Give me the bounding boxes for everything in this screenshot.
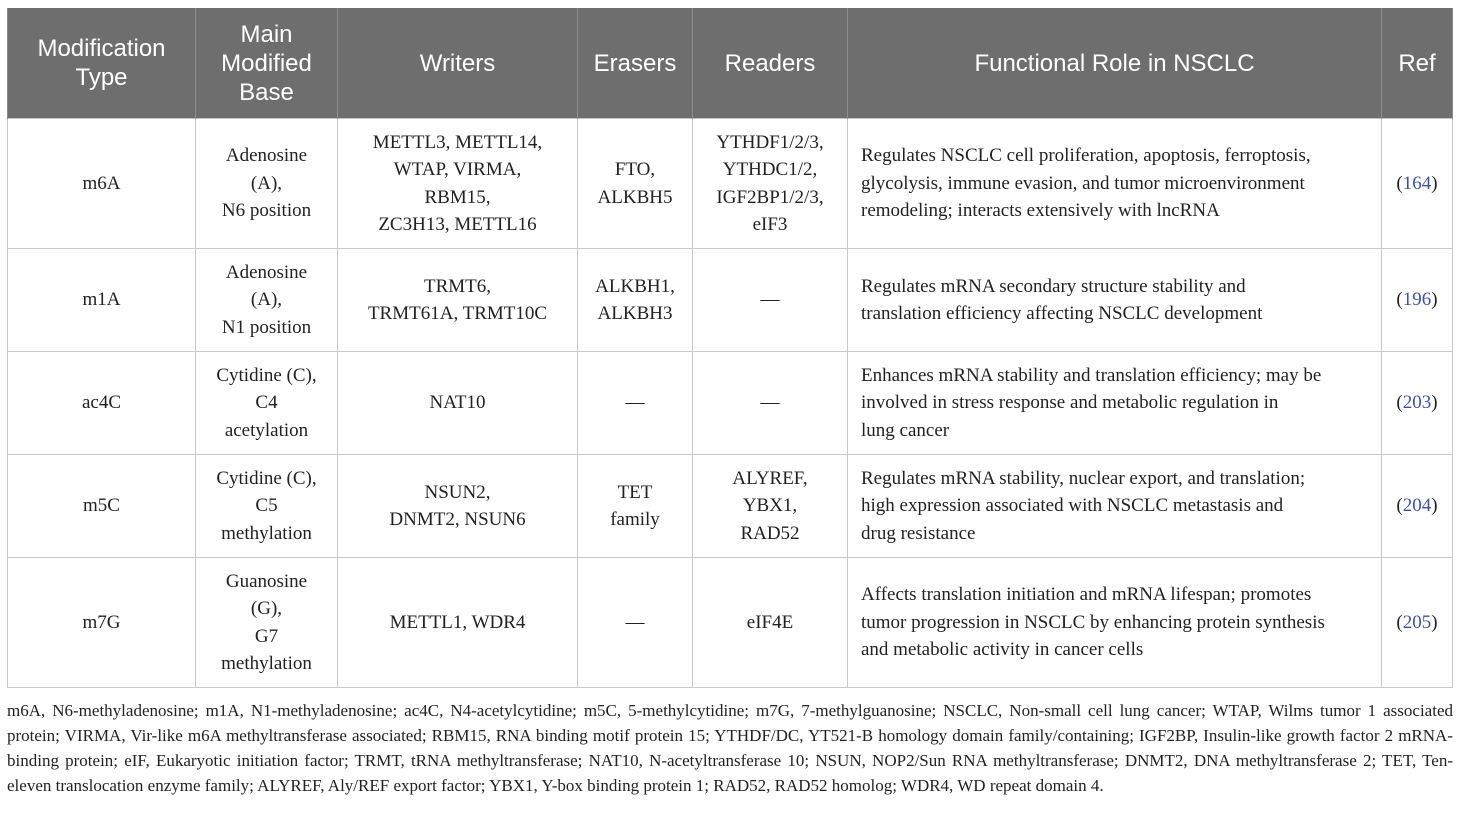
cell-readers: — [693, 249, 848, 352]
cell-main-base: Cytidine (C), C5 methylation [196, 455, 338, 558]
cell-erasers: FTO, ALKBH5 [578, 119, 693, 249]
table-row [8, 352, 1453, 455]
header-main-modified-base: Main Modified Base [196, 8, 338, 119]
modification-table-container [7, 8, 1452, 688]
cell-readers: eIF4E [693, 558, 848, 688]
cell-modification-type: m7G [8, 558, 196, 688]
table-header-row [8, 8, 1453, 119]
cell-functional-role: Regulates mRNA stability, nuclear export, and translation; high expression associated with NSCLC metastasis and drug resistance [848, 455, 1382, 558]
cell-main-base: Adenosine (A), N1 position [196, 249, 338, 352]
cell-writers: NAT10 [338, 352, 578, 455]
cell-readers: YTHDF1/2/3, YTHDC1/2, IGF2BP1/2/3, eIF3 [693, 119, 848, 249]
cell-writers: METTL1, WDR4 [338, 558, 578, 688]
cell-writers: NSUN2, DNMT2, NSUN6 [338, 455, 578, 558]
header-readers: Readers [693, 8, 848, 119]
ref-link[interactable]: 203 [1402, 392, 1432, 414]
ref-link[interactable]: 164 [1402, 172, 1432, 194]
cell-main-base: Adenosine (A), N6 position [196, 119, 338, 249]
cell-functional-role: Enhances mRNA stability and translation efficiency; may be involved in stress response and metabolic regulation in lung cancer [848, 352, 1382, 455]
cell-ref: (164) [1382, 119, 1453, 249]
header-erasers: Erasers [578, 8, 693, 119]
cell-writers: METTL3, METTL14, WTAP, VIRMA, RBM15, ZC3H13, METTL16 [338, 119, 578, 249]
header-writers: Writers [338, 8, 578, 119]
header-functional-role: Functional Role in NSCLC [848, 8, 1382, 119]
cell-erasers: — [578, 352, 693, 455]
table-row [8, 558, 1453, 688]
cell-modification-type: ac4C [8, 352, 196, 455]
cell-ref: (196) [1382, 249, 1453, 352]
cell-ref: (204) [1382, 455, 1453, 558]
header-modification-type: Modification Type [8, 8, 196, 119]
cell-writers: TRMT6, TRMT61A, TRMT10C [338, 249, 578, 352]
modification-table [7, 8, 1453, 688]
cell-main-base: Guanosine (G), G7 methylation [196, 558, 338, 688]
cell-functional-role: Regulates mRNA secondary structure stability and translation efficiency affecting NSCLC development [848, 249, 1382, 352]
table-footnote: m6A, N6-methyladenosine; m1A, N1-methyladenosine; ac4C, N4-acetylcytidine; m5C, 5-methylcytidine; m7G, 7-methylguanosine; NSCLC, Non-small cell lung cancer; WTAP, Wilms tumor 1 associated protein; VIRMA, Vir-like m6A methyltransferase associated; RBM15, RNA binding motif protein 15; YTHDF/DC, YT521-B homology domain family/containing; IGF2BP, Insulin-like growth factor 2 mRNA-binding protein; eIF, Eukaryotic initiation factor; TRMT, tRNA methyltransferase; NAT10, N-acetyltransferase 10; NSUN, NOP2/Sun RNA methyltransferase; DNMT2, DNA methyltransferase 2; TET, Ten-eleven translocation enzyme family; ALYREF, Aly/REF export factor; YBX1, Y-box binding protein 1; RAD52, RAD52 homolog; WDR4, WD repeat domain 4. [7, 701, 1453, 795]
table-row [8, 249, 1453, 352]
ref-link[interactable]: 196 [1402, 289, 1432, 311]
ref-link[interactable]: 205 [1402, 611, 1432, 633]
cell-readers: ALYREF, YBX1, RAD52 [693, 455, 848, 558]
cell-erasers: TET family [578, 455, 693, 558]
cell-erasers: ALKBH1, ALKBH3 [578, 249, 693, 352]
cell-modification-type: m6A [8, 119, 196, 249]
cell-modification-type: m5C [8, 455, 196, 558]
table-row [8, 119, 1453, 249]
ref-link[interactable]: 204 [1402, 495, 1432, 517]
header-ref: Ref [1382, 8, 1453, 119]
cell-main-base: Cytidine (C), C4 acetylation [196, 352, 338, 455]
cell-functional-role: Affects translation initiation and mRNA lifespan; promotes tumor progression in NSCLC by enhancing protein synthesis and metabolic activity in cancer cells [848, 558, 1382, 688]
table-row [8, 455, 1453, 558]
cell-modification-type: m1A [8, 249, 196, 352]
cell-readers: — [693, 352, 848, 455]
cell-ref: (205) [1382, 558, 1453, 688]
cell-ref: (203) [1382, 352, 1453, 455]
cell-erasers: — [578, 558, 693, 688]
cell-functional-role: Regulates NSCLC cell proliferation, apoptosis, ferroptosis, glycolysis, immune evasion, and tumor microenvironment remodeling; interacts extensively with lncRNA [848, 119, 1382, 249]
